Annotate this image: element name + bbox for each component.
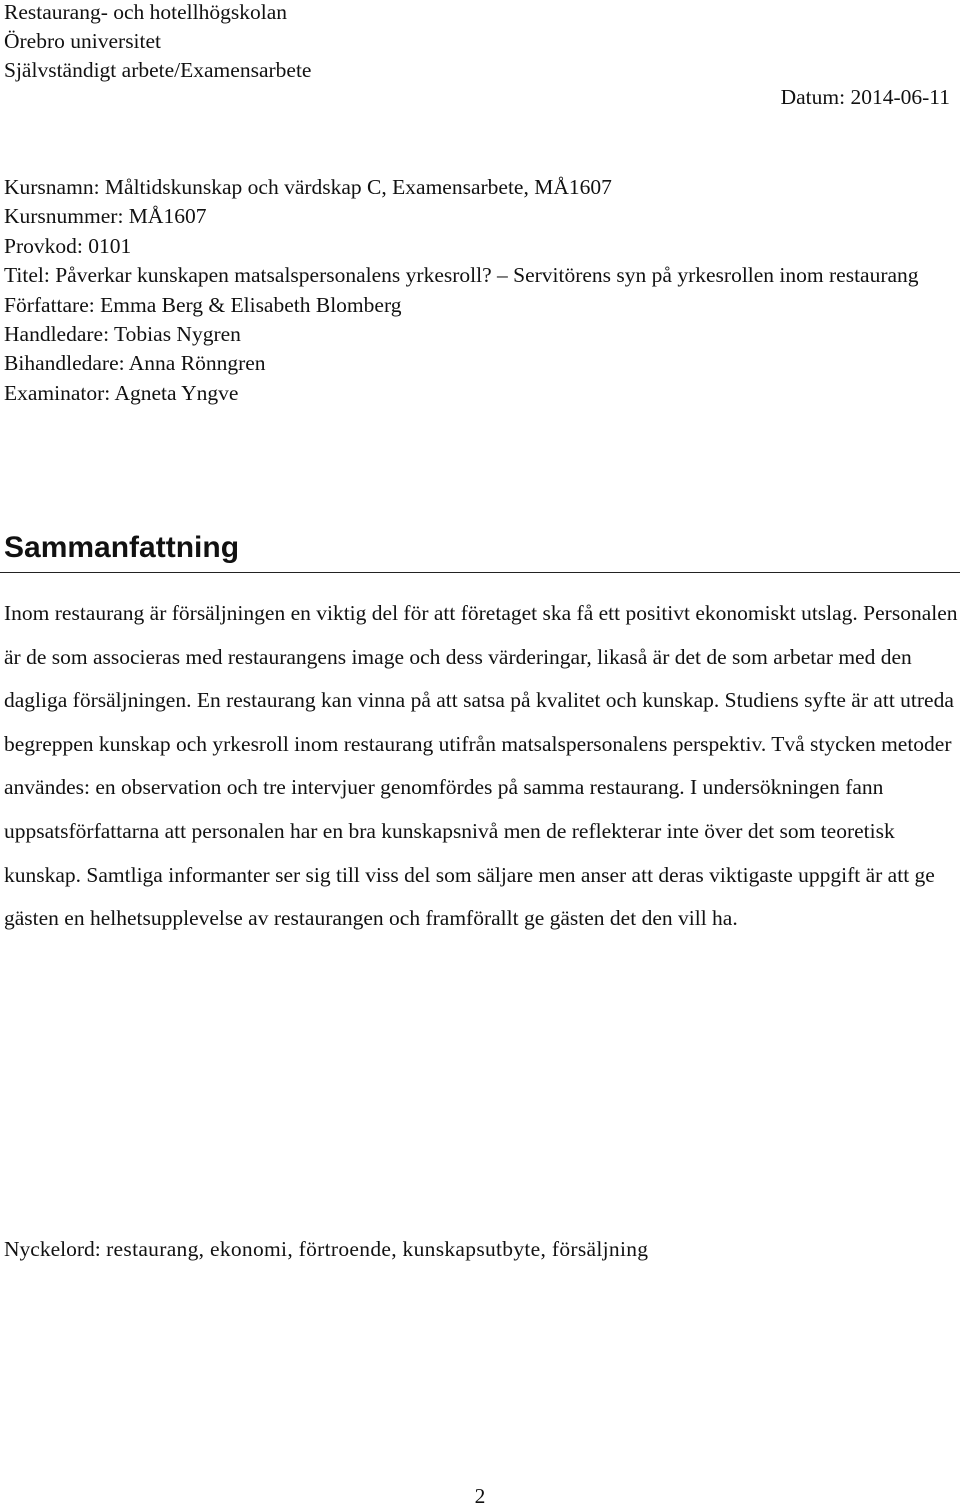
keywords-values: restaurang, ekonomi, förtroende, kunskapsutbyte, försäljning bbox=[106, 1237, 649, 1261]
course-number: Kursnummer: MÅ1607 bbox=[4, 204, 207, 229]
document-date: Datum: 2014-06-11 bbox=[780, 85, 950, 109]
keywords-label: Nyckelord: bbox=[4, 1237, 101, 1261]
thesis-metadata bbox=[4, 173, 954, 408]
co-supervisor: Bihandledare: Anna Rönngren bbox=[4, 351, 266, 376]
heading-divider bbox=[0, 572, 960, 573]
page-number: 2 bbox=[474, 1484, 486, 1508]
keywords bbox=[4, 1234, 648, 1264]
school-name: Restaurang- och hotellhögskolan bbox=[4, 0, 288, 24]
abstract-text: Inom restaurang är försäljningen en viktig del för att företaget ska få ett positivt ekonomiskt utslag. Personalen är de som associeras med restaurangens image och dess värderingar, likaså är det de som arbetar med den dagliga försäljningen. En restaurang kan vinna på att satsa på kvalitet och kunskap. Studiens syfte är att utreda begreppen kunskap och yrkesroll inom restaurang utifrån matsalspersonalens perspektiv. Två stycken metoder användes: en observation och tre intervjuer genomfördes på samma restaurang. I undersökningen fann uppsatsförfattarna att personalen har en bra kunskapsnivå men de reflekterar inte över det som teoretisk kunskap. Samtliga informanter ser sig till viss del som säljare men anser att deras viktigaste uppgift är att ge gästen en helhetsupplevelse av restaurangen och framförallt ge gästen det den vill ha. bbox=[4, 601, 958, 931]
header-block bbox=[4, 0, 311, 85]
university-name: Örebro universitet bbox=[4, 29, 162, 53]
examiner: Examinator: Agneta Yngve bbox=[4, 380, 239, 405]
authors: Författare: Emma Berg & Elisabeth Blomberg bbox=[4, 292, 402, 317]
supervisor: Handledare: Tobias Nygren bbox=[4, 322, 241, 347]
work-type: Självständigt arbete/Examensarbete bbox=[4, 58, 312, 82]
thesis-title: Titel: Påverkar kunskapen matsalspersonalens yrkesroll? – Servitörens syn på yrkesrollen inom restaurang bbox=[4, 263, 919, 288]
course-name: Kursnamn: Måltidskunskap och värdskap C, Examensarbete, MÅ1607 bbox=[4, 175, 612, 199]
test-code: Provkod: 0101 bbox=[4, 233, 132, 258]
abstract-heading: Sammanfattning bbox=[4, 531, 240, 564]
